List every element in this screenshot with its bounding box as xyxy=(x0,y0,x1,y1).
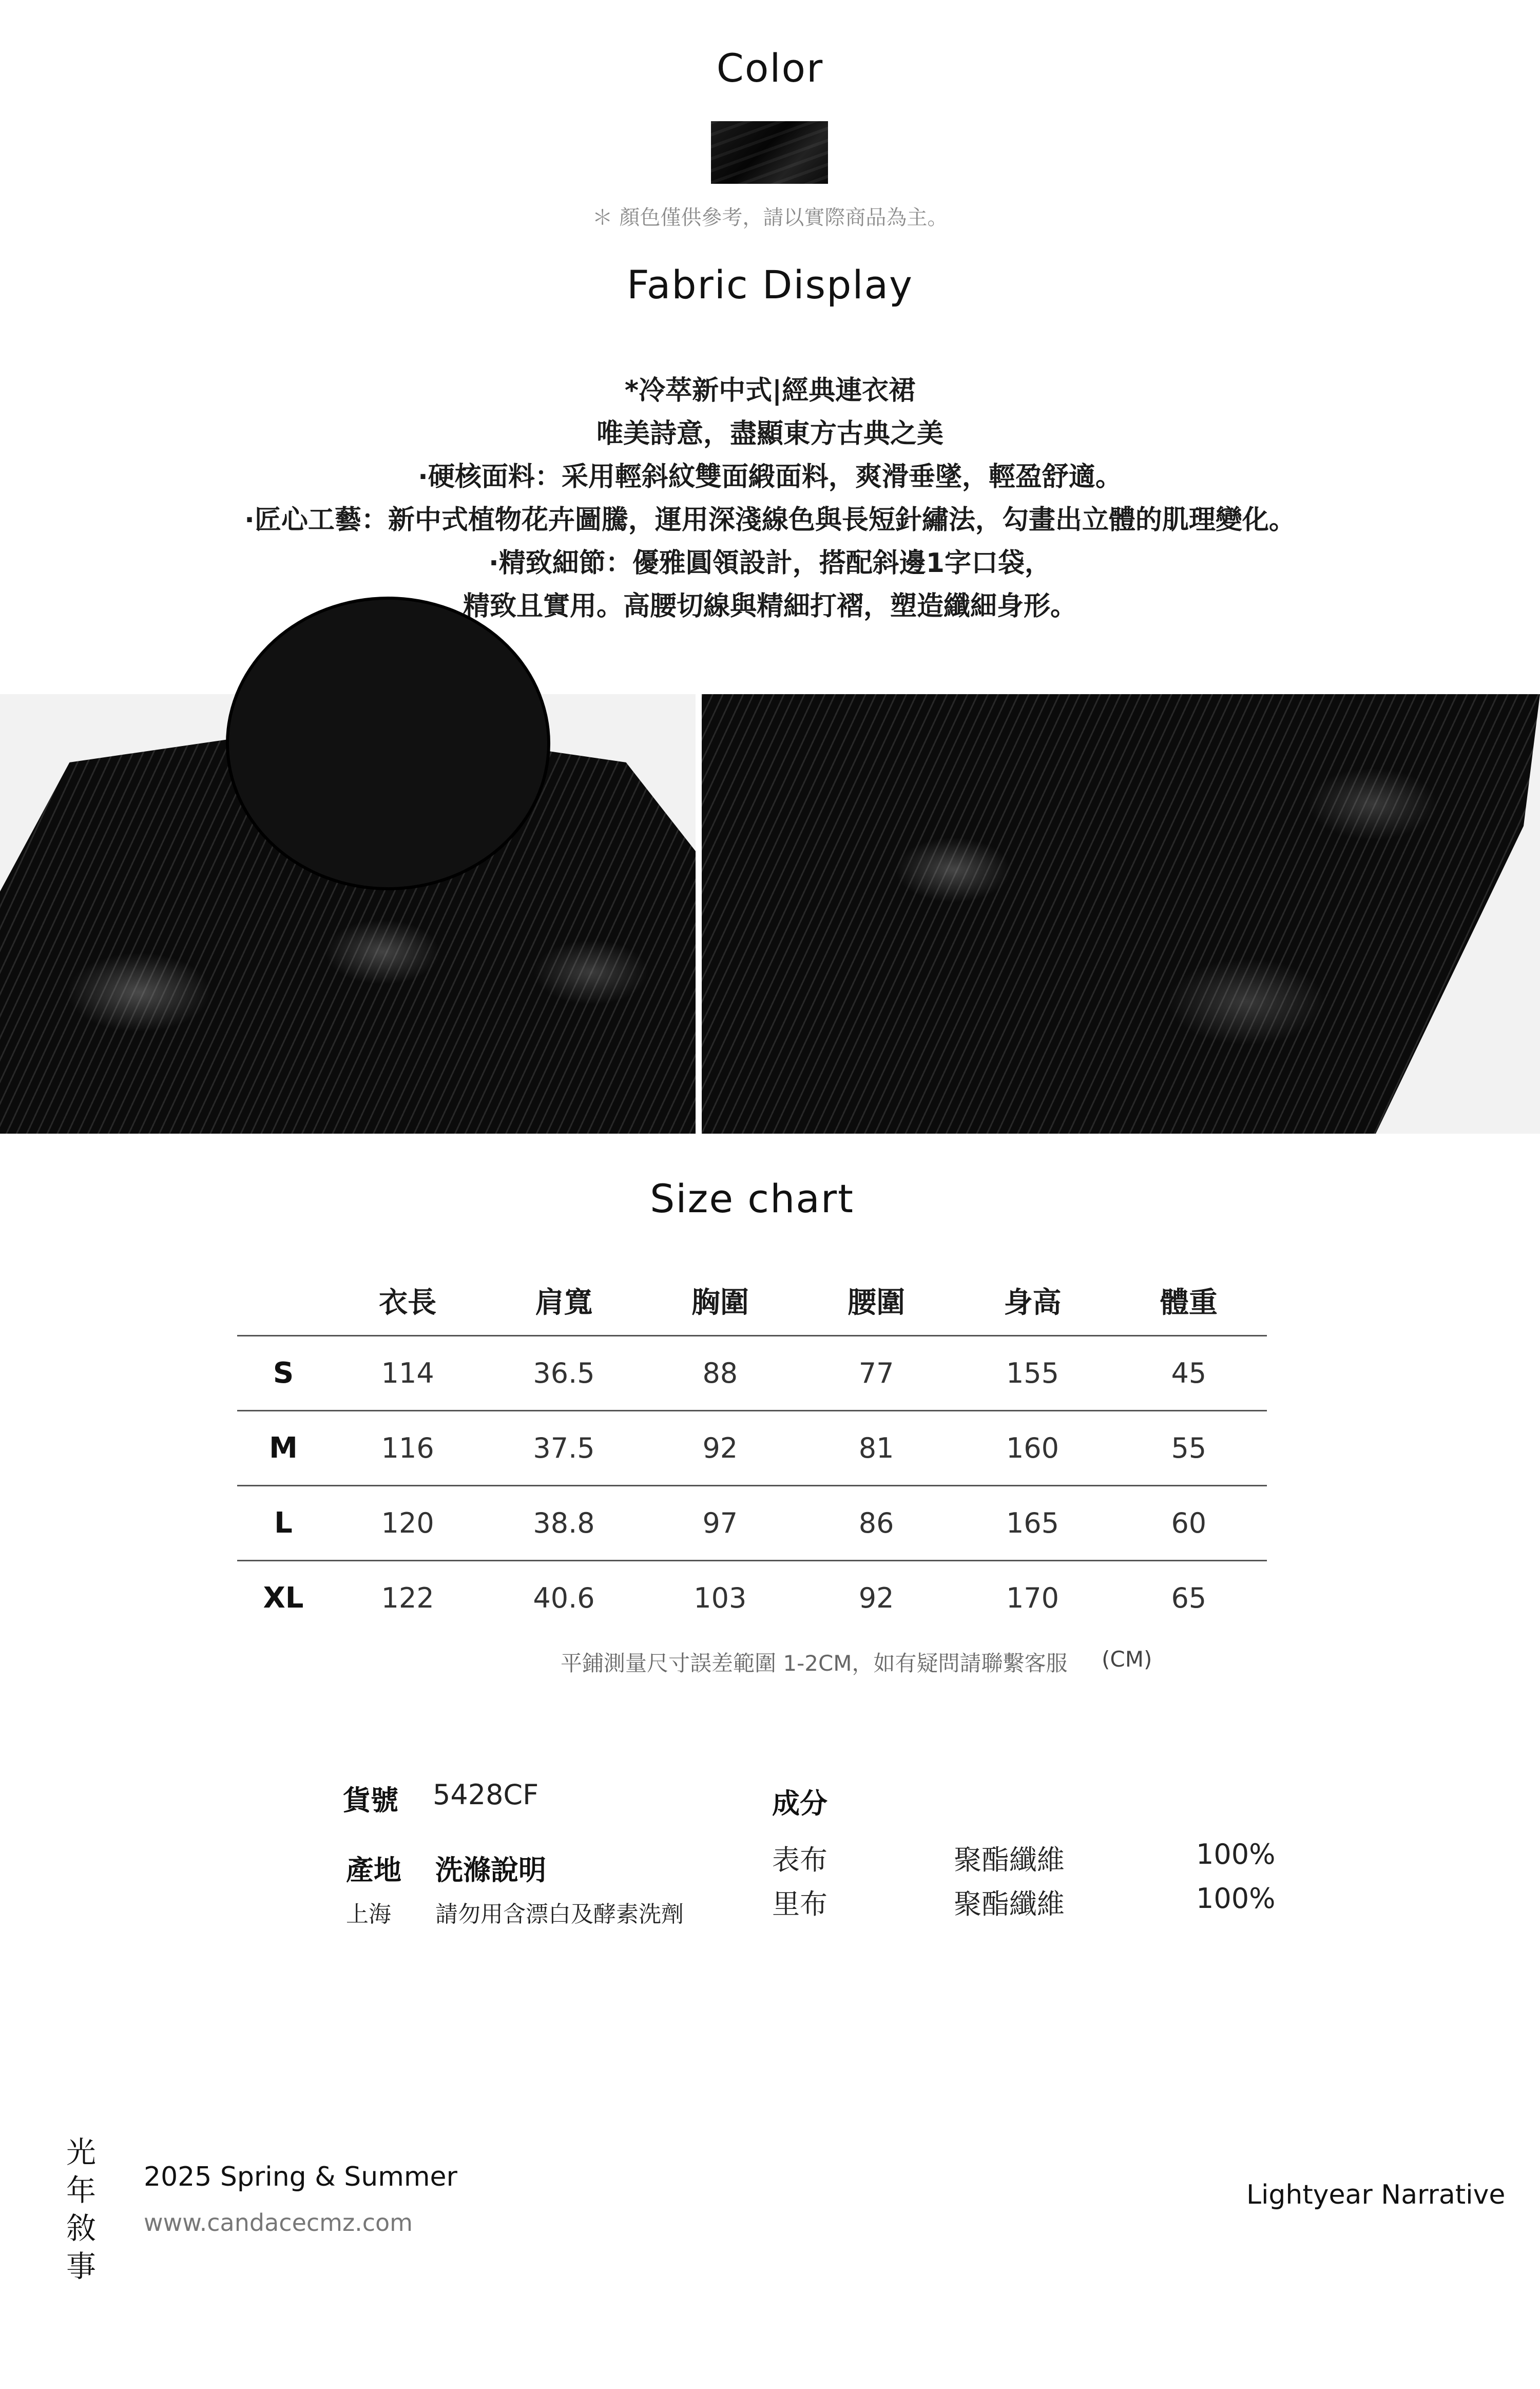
table-cell: 92 xyxy=(798,1561,954,1635)
size-header-length: 衣長 xyxy=(379,1286,437,1320)
size-header-bust: 胸圍 xyxy=(691,1286,749,1320)
table-cell: 60 xyxy=(1111,1486,1267,1561)
table-row xyxy=(237,1486,1267,1561)
size-label: M xyxy=(237,1411,330,1486)
size-header-weight: 體重 xyxy=(1160,1286,1218,1320)
table-cell: 97 xyxy=(642,1486,798,1561)
brand-vertical-char: 年 xyxy=(66,2173,96,2208)
table-cell: 160 xyxy=(954,1411,1110,1486)
wash-label: 洗滌說明 xyxy=(435,1854,546,1886)
brand-vertical-logo xyxy=(66,2133,97,2285)
size-header-shoulder: 肩寬 xyxy=(535,1286,593,1320)
sku-label: 貨號 xyxy=(343,1784,398,1817)
size-header-waist: 腰圍 xyxy=(848,1286,906,1320)
color-note: ＊ 顏色僅供參考，請以實際商品為主。 xyxy=(592,206,948,230)
sku-value: 5428CF xyxy=(433,1779,539,1811)
composition-part: 表布 xyxy=(772,1844,827,1876)
composition-material: 聚酯纖維 xyxy=(954,1844,1065,1876)
website-link[interactable]: www.candacecmz.com xyxy=(144,2209,413,2237)
fabric-desc-line-3: ·硬核面料：采用輕斜紋雙面緞面料，爽滑垂墜，輕盈舒適。 xyxy=(418,462,1122,492)
color-swatch-black[interactable] xyxy=(711,121,828,184)
dress-neckline xyxy=(226,597,550,890)
fabric-desc-line-2: 唯美詩意，盡顯東方古典之美 xyxy=(596,418,944,449)
table-row xyxy=(237,1336,1267,1411)
fabric-desc-line-5: ·精致細節：優雅圓領設計，搭配斜邊1字口袋， xyxy=(489,548,1051,579)
photo-background-corner xyxy=(1376,694,1540,1134)
size-measurement-note: 平鋪測量尺寸誤差範圍 1-2CM，如有疑問請聯繫客服 xyxy=(561,1651,1068,1676)
size-label: S xyxy=(237,1336,330,1411)
table-cell: 86 xyxy=(798,1486,954,1561)
fabric-photo-embroidery-detail xyxy=(702,694,1540,1134)
brand-vertical-char: 事 xyxy=(66,2249,96,2284)
table-cell: 38.8 xyxy=(486,1486,642,1561)
size-label: L xyxy=(237,1486,330,1561)
size-label: XL xyxy=(237,1561,330,1635)
fabric-photo-neckline xyxy=(0,694,696,1134)
size-chart-table xyxy=(237,1266,1267,1635)
season-label: 2025 Spring & Summer xyxy=(144,2162,457,2192)
composition-percent: 100% xyxy=(1196,1838,1276,1870)
composition-part: 里布 xyxy=(772,1888,827,1920)
origin-label: 產地 xyxy=(346,1854,401,1886)
brand-vertical-char: 光 xyxy=(66,2135,96,2170)
table-cell: 103 xyxy=(642,1561,798,1635)
table-cell: 81 xyxy=(798,1411,954,1486)
table-cell: 37.5 xyxy=(486,1411,642,1486)
table-cell: 45 xyxy=(1111,1336,1267,1411)
table-cell: 165 xyxy=(954,1486,1110,1561)
table-cell: 116 xyxy=(330,1411,486,1486)
table-cell: 114 xyxy=(330,1336,486,1411)
table-cell: 122 xyxy=(330,1561,486,1635)
composition-percent: 100% xyxy=(1196,1882,1276,1915)
table-row xyxy=(237,1561,1267,1635)
table-cell: 55 xyxy=(1111,1411,1267,1486)
size-table-header-row xyxy=(237,1266,1267,1336)
fabric-display-title: Fabric Display xyxy=(627,262,913,308)
table-cell: 170 xyxy=(954,1561,1110,1635)
size-header-height: 身高 xyxy=(1004,1286,1062,1320)
fabric-desc-line-6: 精致且實用。高腰切線與精細打褶，塑造纖細身形。 xyxy=(463,591,1077,622)
table-cell: 120 xyxy=(330,1486,486,1561)
table-cell: 88 xyxy=(642,1336,798,1411)
table-cell: 36.5 xyxy=(486,1336,642,1411)
table-cell: 92 xyxy=(642,1411,798,1486)
table-cell: 155 xyxy=(954,1336,1110,1411)
table-cell: 40.6 xyxy=(486,1561,642,1635)
fabric-desc-line-4: ·匠心工藝：新中式植物花卉圖騰，運用深淺線色與長短針繡法，勾畫出立體的肌理變化。 xyxy=(244,505,1296,536)
size-header-blank xyxy=(237,1266,330,1336)
table-cell: 77 xyxy=(798,1336,954,1411)
color-title: Color xyxy=(716,45,824,91)
wash-value: 請勿用含漂白及酵素洗劑 xyxy=(435,1901,684,1927)
fabric-desc-line-1: *冷萃新中式|經典連衣裙 xyxy=(624,375,916,406)
table-row xyxy=(237,1411,1267,1486)
composition-label: 成分 xyxy=(772,1787,827,1820)
composition-material: 聚酯纖維 xyxy=(954,1888,1065,1920)
brand-tagline: Lightyear Narrative xyxy=(1246,2180,1506,2210)
size-chart-title: Size chart xyxy=(650,1176,854,1221)
origin-value: 上海 xyxy=(346,1901,391,1927)
size-unit-label: (CM) xyxy=(1102,1647,1152,1672)
table-cell: 65 xyxy=(1111,1561,1267,1635)
brand-vertical-char: 敘 xyxy=(66,2211,96,2246)
